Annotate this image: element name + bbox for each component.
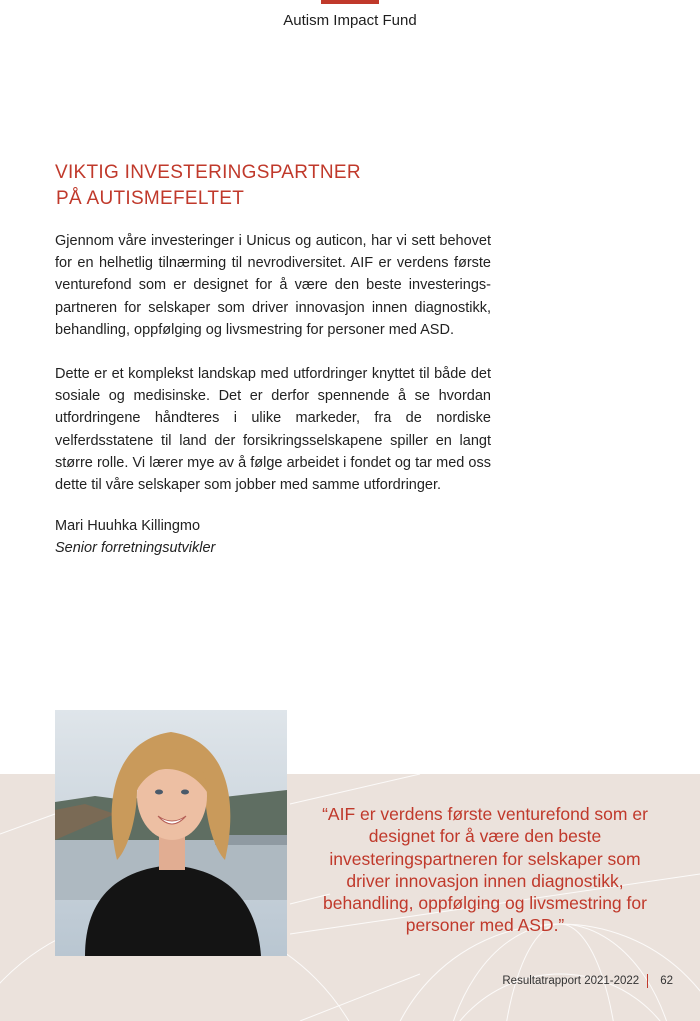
pull-quote: “AIF er verdens første venturefond som er designet for å være den beste investeringspartneren for selskaper som driver innovasjon innen diagnostikk, behandling, oppfølging og livsmestring for personer med ASD.”	[322, 804, 648, 936]
report-title: Resultatrapport 2021-2022	[502, 975, 640, 987]
heading-line-1: VIKTIG INVESTERINGSPARTNER	[55, 162, 361, 183]
article-heading	[55, 160, 361, 212]
page-footer	[502, 974, 673, 988]
author-title: Senior forretningsutvikler	[55, 540, 216, 556]
paragraph-1: Gjennom våre investeringer i Unicus og auticon, har vi sett behovet for en helhetlig tilnærming til nevrodiversitet. AIF er verdens første venturefond som er designet for å være den beste investerings-partneren for selskaper som driver innovasjon innen diagnostikk, behandling, oppfølging og livsmestring for personer med ASD.	[55, 233, 491, 338]
page-number: 62	[660, 975, 673, 987]
heading-line-2: PÅ AUTISMEFELTET	[56, 188, 245, 209]
top-accent-bar	[321, 0, 379, 4]
portrait-photo	[55, 710, 287, 956]
paragraph-2: Dette er et komplekst landskap med utfordringer knyttet til både det sosiale og medisinske. Det er derfor spennende å se hvordan utfordringene håndteres i ulike markeder, fra de nordiske velferdsstatene til land der forsikringsselskapene spiller en langt større rolle. Vi lærer mye av å følge arbeidet i fondet og tar med oss dette til våre selskaper som jobber med samme utfordringer.	[55, 366, 491, 494]
author-name: Mari Huuhka Killingmo	[55, 518, 201, 534]
footer-divider	[647, 974, 648, 988]
header-title: Autism Impact Fund	[283, 12, 417, 29]
